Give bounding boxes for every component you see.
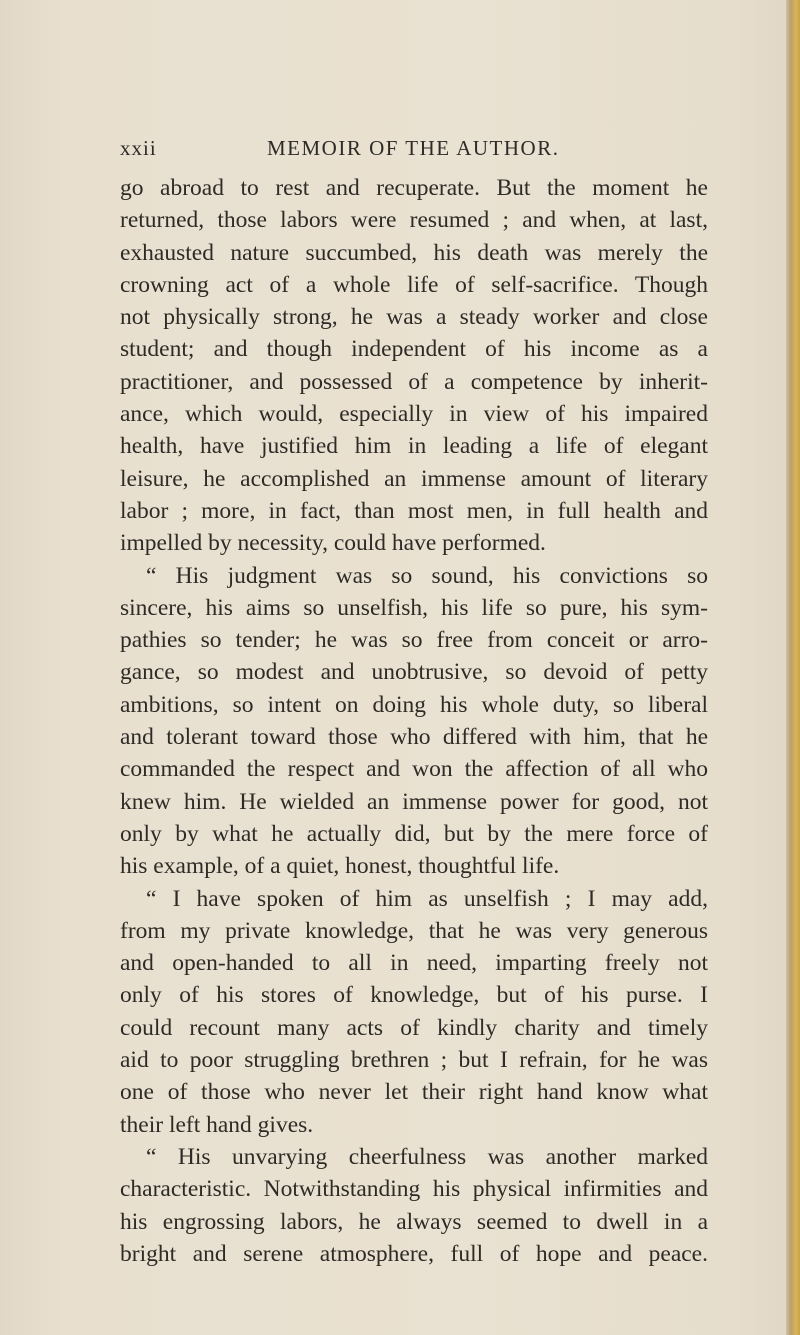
text-line: characteristic. Notwithstanding his physical infirmities and bbox=[120, 1176, 708, 1203]
text-line: and tolerant toward those who differed with him, that he bbox=[120, 724, 708, 751]
text-line: only of his stores of knowledge, but of his purse. I bbox=[120, 982, 708, 1009]
text-line: their left hand gives. bbox=[120, 1111, 314, 1138]
text-line: commanded the respect and won the affection of all who bbox=[120, 756, 708, 783]
page-edge bbox=[786, 0, 800, 1335]
text-line: exhausted nature succumbed, his death was merely the bbox=[120, 239, 708, 266]
text-line: ambitions, so intent on doing his whole duty, so liberal bbox=[120, 691, 708, 718]
text-line: crowning act of a whole life of self-sacrifice. Though bbox=[120, 271, 708, 298]
text-line: labor ; more, in fact, than most men, in full health and bbox=[120, 497, 708, 524]
text-line: “ I have spoken of him as unselfish ; I may add, bbox=[146, 885, 708, 912]
text-line: not physically strong, he was a steady worker and close bbox=[120, 304, 708, 331]
text-line: his example, of a quiet, honest, thoughtful life. bbox=[120, 853, 560, 880]
text-line: “ His unvarying cheerfulness was another marked bbox=[146, 1143, 708, 1170]
text-line: practitioner, and possessed of a competence by inherit- bbox=[120, 368, 708, 395]
text-line: impelled by necessity, could have performed. bbox=[120, 530, 546, 557]
text-line: from my private knowledge, that he was very generous bbox=[120, 917, 708, 944]
text-line: knew him. He wielded an immense power for good, not bbox=[120, 788, 708, 815]
running-head: MEMOIR OF THE AUTHOR. bbox=[267, 136, 560, 160]
text-line: gance, so modest and unobtrusive, so devoid of petty bbox=[120, 659, 708, 686]
text-line: returned, those labors were resumed ; and when, at last, bbox=[120, 207, 708, 234]
text-line: student; and though independent of his income as a bbox=[120, 336, 708, 363]
text-line: one of those who never let their right hand know what bbox=[120, 1079, 708, 1106]
text-line: pathies so tender; he was so free from conceit or arro- bbox=[120, 627, 708, 654]
text-line: ance, which would, especially in view of his impaired bbox=[120, 401, 708, 428]
text-line: “ His judgment was so sound, his convictions so bbox=[146, 562, 708, 589]
text-line: and open-handed to all in need, imparting freely not bbox=[120, 950, 708, 977]
text-line: bright and serene atmosphere, full of hope and peace. bbox=[120, 1240, 708, 1267]
page-header bbox=[120, 136, 760, 166]
text-line: his engrossing labors, he always seemed to dwell in a bbox=[120, 1208, 708, 1235]
text-line: health, have justified him in leading a life of elegant bbox=[120, 433, 708, 460]
text-line: could recount many acts of kindly charity and timely bbox=[120, 1014, 708, 1041]
text-line: only by what he actually did, but by the mere force of bbox=[120, 820, 708, 847]
text-line: leisure, he accomplished an immense amount of literary bbox=[120, 465, 708, 492]
text-line: aid to poor struggling brethren ; but I refrain, for he was bbox=[120, 1047, 708, 1074]
body-text bbox=[120, 172, 708, 1270]
page-number: xxii bbox=[120, 136, 157, 160]
text-line: go abroad to rest and recuperate. But the moment he bbox=[120, 175, 708, 201]
text-line: sincere, his aims so unselfish, his life so pure, his sym- bbox=[120, 594, 708, 621]
